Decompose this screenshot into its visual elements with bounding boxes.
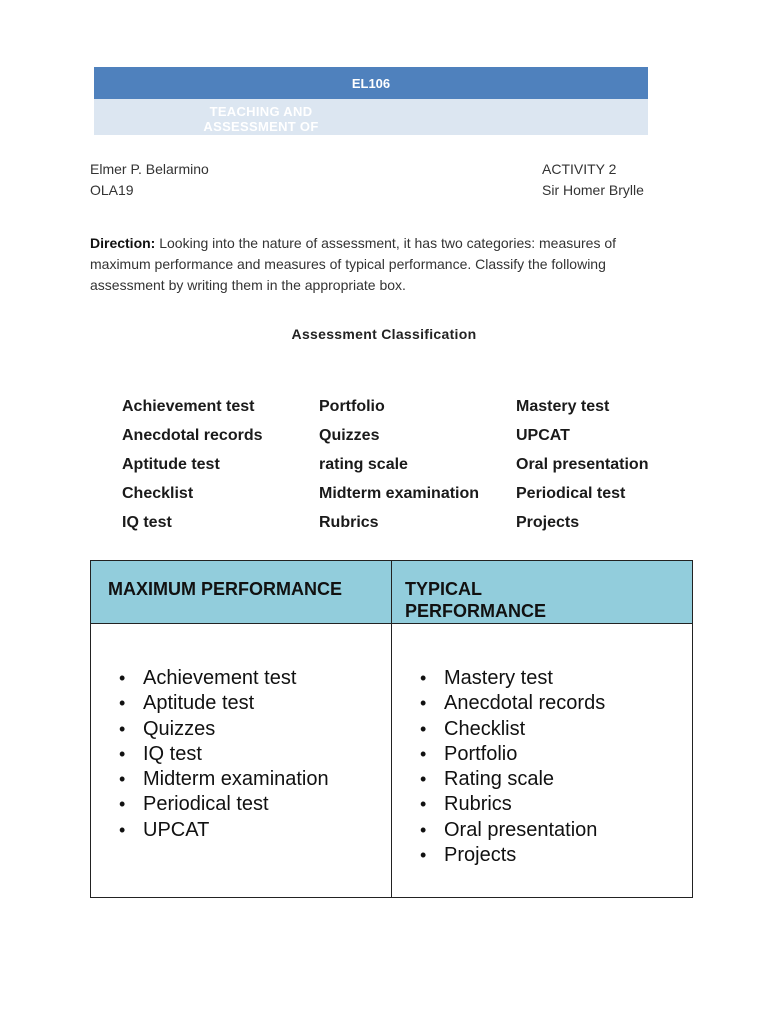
list-item: • Achievement test	[119, 666, 391, 691]
assessment-item: Achievement test	[122, 397, 255, 415]
course-code-bar	[94, 67, 648, 99]
list-item: • Portfolio	[420, 742, 692, 767]
assessment-item: Projects	[516, 513, 580, 531]
assessment-item: Portfolio	[319, 397, 385, 415]
maximum-performance-header	[91, 561, 392, 624]
assessment-item: UPCAT	[516, 426, 570, 444]
assessment-item: Anecdotal records	[122, 426, 263, 444]
instructor-name: Sir Homer Brylle	[542, 182, 644, 198]
assessment-item: rating scale	[319, 455, 408, 473]
list-item: • Checklist	[420, 717, 692, 742]
table-body-row	[91, 624, 693, 898]
course-title-bar	[94, 99, 648, 135]
list-item: • Rating scale	[420, 767, 692, 792]
typical-header-line1: TYPICAL	[405, 579, 483, 599]
direction-text: Looking into the nature of assessment, it has two categories: measures of maximum performance and measures of typical performance. Classify the following assessment by writing them in the appropriate box.	[90, 235, 617, 293]
table-header-row	[91, 561, 693, 624]
typical-performance-list	[392, 624, 692, 868]
direction-paragraph	[90, 233, 670, 296]
list-item: • IQ test	[119, 742, 391, 767]
assessment-item: Periodical test	[516, 484, 626, 502]
maximum-performance-cell	[91, 624, 392, 898]
list-item: • Midterm examination	[119, 767, 391, 792]
typical-performance-header-text	[392, 561, 555, 622]
list-item: • Rubrics	[420, 792, 692, 817]
list-item: • Anecdotal records	[420, 691, 692, 716]
section-title: Assessment Classification	[291, 326, 477, 342]
assessment-item: IQ test	[122, 513, 172, 531]
list-item: • Periodical test	[119, 792, 391, 817]
typical-performance-cell	[392, 624, 693, 898]
assessment-item: Oral presentation	[516, 455, 649, 473]
assessment-item: Aptitude test	[122, 455, 220, 473]
course-code: EL106	[351, 75, 391, 91]
assessment-item: Quizzes	[319, 426, 380, 444]
activity-title: ACTIVITY 2	[542, 161, 617, 177]
course-title-line2: ASSESSMENT OF	[203, 119, 319, 134]
student-section: OLA19	[90, 182, 134, 198]
list-item: • Mastery test	[420, 666, 692, 691]
assessment-item: Checklist	[122, 484, 194, 502]
assessment-item-grid	[122, 392, 696, 537]
list-item: • Aptitude test	[119, 691, 391, 716]
typical-header-line2: PERFORMANCE	[405, 601, 547, 621]
list-item: • Quizzes	[119, 717, 391, 742]
assessment-item: Mastery test	[516, 397, 610, 415]
assessment-item: Rubrics	[319, 513, 379, 531]
assessment-item: Midterm examination	[319, 484, 480, 502]
student-info	[90, 159, 209, 201]
student-name: Elmer P. Belarmino	[90, 161, 209, 177]
classification-table	[90, 560, 693, 898]
direction-label: Direction:	[90, 235, 156, 251]
maximum-performance-list	[91, 624, 391, 843]
activity-info	[542, 159, 644, 201]
course-header	[94, 67, 648, 135]
course-title-line1: TEACHING AND	[209, 104, 313, 119]
list-item: • Projects	[420, 843, 692, 868]
typical-performance-header	[392, 561, 693, 624]
course-title	[196, 104, 326, 134]
list-item: • UPCAT	[119, 818, 391, 843]
maximum-performance-header-text: MAXIMUM PERFORMANCE	[108, 579, 342, 599]
list-item: • Oral presentation	[420, 818, 692, 843]
